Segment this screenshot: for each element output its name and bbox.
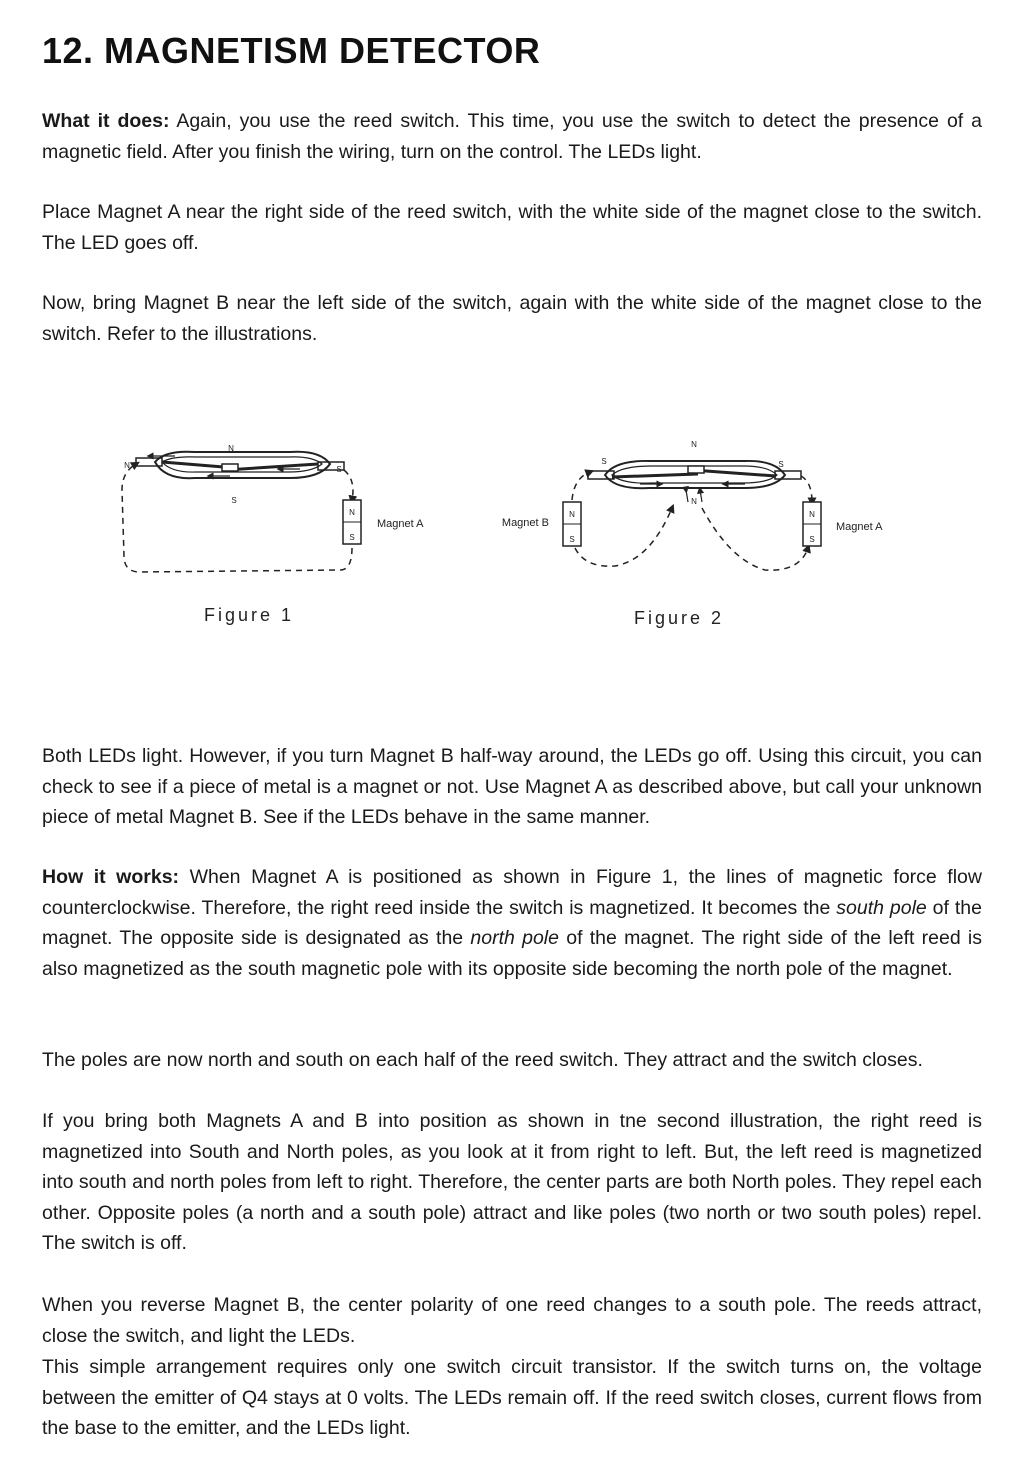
figure-1-flux-line-right <box>344 470 353 500</box>
how-it-works-label: How it works: <box>42 866 180 888</box>
figure-1-pole-s-bottom: S <box>231 496 237 505</box>
figures-illustration <box>0 420 1020 640</box>
figure-1-magnet-a-s: S <box>349 533 355 542</box>
figure-2-magnet-b-s: S <box>569 535 575 544</box>
figure-2-magnet-a-label: Magnet A <box>836 521 883 533</box>
figure-2-pole-n-top: N <box>691 440 697 449</box>
figure-1-magnet-a-n: N <box>349 508 355 517</box>
bring-magnet-paragraph: Now, bring Magnet B near the left side of the switch, again with the white side of the magnet close to the switch. Refer to the illustrations. <box>42 292 982 345</box>
how-it-works-paragraph <box>42 862 982 984</box>
figure-2-center-arrow-left <box>686 490 688 502</box>
what-it-does-text: Again, you use the reed switch. This time, you use the switch to detect the presence of a magnetic field. After you finish the wiring, turn on the control. The LEDs light. <box>42 110 982 163</box>
how-it-works-text-3: of the magnet. The right side of the left reed is also magnetized as the south magnetic pole with its opposite side becoming the north pole of the magnet. <box>42 927 983 980</box>
figure-2-pole-n-center: N <box>691 497 697 506</box>
how-it-works-text-2: of the magnet. The opposite side is designated as the <box>42 896 982 949</box>
figure-1-diagram <box>122 444 424 572</box>
simple-arrangement-paragraph: This simple arrangement requires only one switch circuit transistor. If the switch turns on, the voltage between the emitter of Q4 stays at 0 volts. The LEDs remain off. If the reed switch closes, current flows from the base to the emitter, and the LEDs light. <box>42 1356 982 1439</box>
poles-paragraph: The poles are now north and south on each half of the reed switch. They attract and the switch closes. <box>42 1049 923 1071</box>
figure-1-pole-n-left: N <box>124 461 130 470</box>
figure-2-magnet-a-n: N <box>809 510 815 519</box>
figure-2-flux-line-right-down <box>801 476 812 502</box>
figure-2-magnet-b-label: Magnet B <box>501 517 549 529</box>
both-leds-paragraph: Both LEDs light. However, if you turn Magnet B half-way around, the LEDs go off. Using this circuit, you can check to see if a piece of metal is a magnet or not. Use Magnet A as described above, but call your unknown piece of metal Magnet B. See if the LEDs behave in the same manner. <box>42 745 982 828</box>
reverse-magnet-paragraph: When you reverse Magnet B, the center polarity of one reed changes to a south pole. The reeds attract, close the switch, and light the LEDs. <box>42 1294 982 1347</box>
figure-1-pole-n-top: N <box>228 444 234 453</box>
figure-2-magnet-a <box>803 502 821 546</box>
figure-2-reed-switch <box>588 461 801 488</box>
figure-2-caption: Figure 2 <box>634 608 725 628</box>
what-it-does-label: What it does: <box>42 110 170 132</box>
north-pole-emphasis: north pole <box>470 927 559 949</box>
south-pole-emphasis: south pole <box>836 896 927 919</box>
both-magnets-paragraph: If you bring both Magnets A and B into position as shown in tne second illustration, the right reed is magnetized into South and North poles, as you look at it from right to left. But, the left reed is magnetized into south and north poles from left to right. Therefore, the center parts are both North poles. They repel each other. Opposite poles (a north and a south pole) attract and like poles (two north or two south poles) repel. The switch is off. <box>42 1110 982 1254</box>
place-magnet-paragraph: Place Magnet A near the right side of the reed switch, with the white side of the magnet close to the switch. The LED goes off. <box>42 201 982 254</box>
figure-2-center-arrow-right <box>700 490 702 502</box>
figure-2-magnet-b <box>563 502 581 546</box>
figure-2-magnet-a-s: S <box>809 535 815 544</box>
figure-1-caption: Figure 1 <box>204 605 295 625</box>
page-title: 12. MAGNETISM DETECTOR <box>42 30 541 71</box>
figure-2-pole-s-right: S <box>778 460 784 469</box>
figure-1-pole-s-right: S <box>336 465 342 474</box>
figure-2-flux-line-left-loop <box>575 508 672 566</box>
what-it-does-paragraph <box>42 106 982 167</box>
figure-1-flux-line-loop <box>122 464 355 572</box>
figure-1-magnet-a <box>343 500 361 544</box>
figures <box>0 420 1020 640</box>
how-it-works-text-1: When Magnet A is positioned as shown in Figure 1, the lines of magnetic force flow counterclockwise. Therefore, the right reed inside the switch is magnetized. It becomes the <box>42 866 982 919</box>
figure-1-reed-switch <box>136 452 344 478</box>
figure-2-diagram <box>502 440 883 570</box>
figure-2-magnet-b-n: N <box>569 510 575 519</box>
figure-2-flux-line-right-loop <box>702 508 808 570</box>
figure-2-pole-s-left: S <box>601 457 607 466</box>
figure-1-magnet-a-label: Magnet A <box>377 518 424 530</box>
